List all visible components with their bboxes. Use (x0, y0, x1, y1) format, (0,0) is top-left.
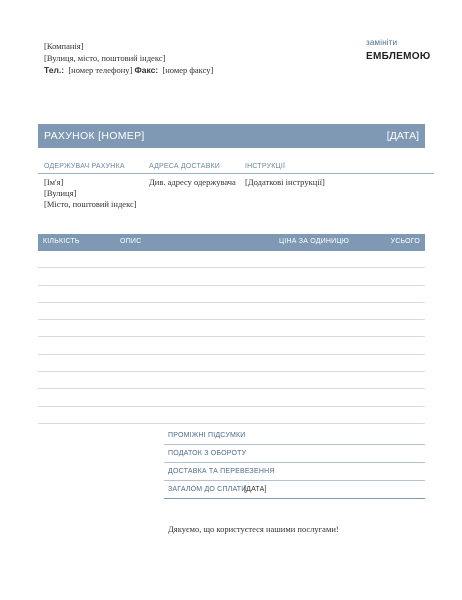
table-row (38, 268, 425, 285)
items-table-body (38, 251, 425, 424)
table-row (38, 372, 425, 389)
col-desc-header: ОПИС (120, 238, 142, 245)
invoice-date: [ДАТА] (386, 130, 419, 142)
logo-line2: ЕМБЛЕМОЮ (366, 51, 431, 62)
company-address: [Вулиця, місто, поштовий індекс] (44, 53, 166, 63)
phone-value: [номер телефону] (68, 65, 133, 75)
recipient-name: [Ім'я] (44, 177, 64, 187)
table-row (38, 389, 425, 406)
info-divider (38, 173, 434, 174)
table-row (38, 303, 425, 320)
phone-label: Тел.: (44, 65, 65, 75)
instructions-text: [Додаткові інструкції] (245, 177, 325, 187)
shipping-label: ДОСТАВКА ТА ПЕРЕВЕЗЕННЯ (168, 468, 275, 475)
thank-you-note: Дякуємо, що користуєтеся нашими послугами! (168, 524, 339, 534)
logo-placeholder (366, 38, 430, 62)
table-row (38, 251, 425, 268)
recipient-header: ОДЕРЖУВАЧ РАХУНКА (44, 163, 125, 170)
table-row (38, 320, 425, 337)
invoice-title-band (38, 124, 425, 148)
recipient-street: [Вулиця] (44, 188, 77, 198)
table-row (38, 337, 425, 354)
table-row (38, 407, 425, 424)
subtotal-label: ПРОМІЖНІ ПІДСУМКИ (168, 432, 246, 439)
fax-value: [номер факсу] (162, 65, 214, 75)
total-due-row (164, 481, 425, 499)
col-total-header: УСЬОГО (390, 238, 420, 245)
col-unit-price-header: ЦІНА ЗА ОДИНИЦЮ (279, 238, 350, 245)
shipping-row (164, 463, 425, 481)
delivery-header: АДРЕСА ДОСТАВКИ (149, 163, 220, 170)
instructions-header: ІНСТРУКЦІЇ (245, 163, 286, 170)
recipient-block (44, 177, 137, 210)
invoice-title: РАХУНОК [НОМЕР] (44, 130, 145, 142)
table-row (38, 286, 425, 303)
company-contacts (44, 64, 213, 76)
company-name: [Компанія] (44, 41, 84, 51)
col-qty-header: КІЛЬКІСТЬ (43, 238, 80, 245)
logo-line1: замініти (366, 38, 398, 47)
delivery-text: Див. адресу одержувача (149, 177, 236, 187)
items-table-header (38, 234, 425, 251)
tax-row (164, 445, 425, 463)
company-block (44, 40, 213, 76)
fax-label: Факс: (134, 65, 159, 75)
subtotal-row (164, 427, 425, 445)
total-due-label: ЗАГАЛОМ ДО СПЛАТИ (168, 486, 247, 493)
table-row (38, 355, 425, 372)
tax-label: ПОДАТОК З ОБОРОТУ (168, 450, 247, 457)
totals-block (164, 427, 425, 499)
recipient-city: [Місто, поштовий індекс] (44, 199, 137, 209)
total-due-value: [ДАТА] (244, 486, 267, 493)
